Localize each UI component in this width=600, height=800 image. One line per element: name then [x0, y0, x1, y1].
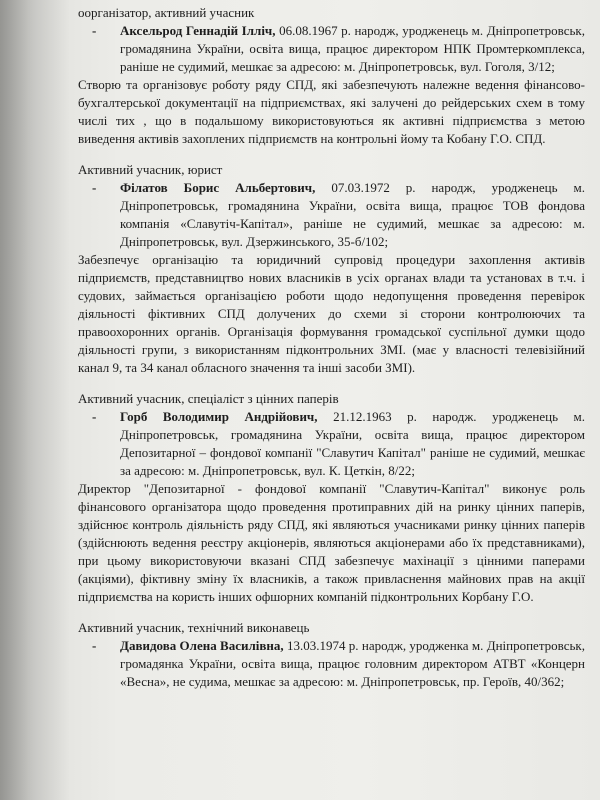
person-details: 06.08.1967 р. народж, уродженець м. Дніпропетровськ, громадянина України, освіта вища, працює директором НПК Промтеркомплекса, раніше не судимий, мешкає за адресою: м. Дніпропетровськ, вул. Гоголя, 3/12; — [120, 23, 585, 74]
person-name: Горб Володимир Андрійович, — [120, 409, 318, 424]
person-name: Аксельрод Геннадій Ілліч, — [120, 23, 276, 38]
person-name: Давидова Олена Василівна, — [120, 638, 284, 653]
role-description: Директор "Депозитарної - фондової компанії "Славутич-Капітал" виконує роль фінансового організатора щодо проведення протиправних дій на ринку цінних паперів, здійснює контроль діяльність ряду СПД, які являються учасниками ринку цінних паперів (здійснюють ведення реєстру акціонерів, являються акціонерами або їх представниками), при цьому використовуючи вказані СПД забезпечує махінації з цінними паперами (акціями), фіктивну зміну їх власників, а також привласнення майнових прав на акції підприємства на користь інших офшорних компаній підконтрольних Корбану Г.О. — [78, 481, 585, 604]
bullet-dash: - — [92, 23, 97, 38]
person-entry — [92, 179, 585, 251]
bullet-dash: - — [92, 638, 97, 653]
person-entry — [92, 637, 585, 691]
person-details: 07.03.1972 р. народж, уродженець м. Дніпропетровськ, громадянина України, освіта вища, працює ТОВ фондова компанія «Славутіч-Капітал», раніше не судимий, мешкає за адресою: м. Дніпропетровськ, вул. Дзержинського, 35-б/102; — [120, 180, 586, 249]
person-entry — [92, 22, 585, 76]
person-text — [120, 637, 585, 691]
person-details: 21.12.1963 р. народж. уродженець м. Дніпропетровськ, громадянина України, освіта вища, працює директором Депозитарної – фондової компанії "Славутич Капітал" раніше не судимий, мешкає за адресою: м. Дніпропетровськ, вул. К. Цеткін, 8/22; — [120, 409, 586, 478]
section-heading: Активний учасник, спеціаліст з цінних паперів — [78, 391, 339, 406]
role-description: Створю та організовує роботу ряду СПД, які забезпечують належне ведення фінансово-бухгалтерської документації на підприємствах, які залучені до рейдерських схем в тому числі тих , що в подальшому використовуються як активні підприємства з метою виведення активів захоплених підприємств на контрольні йому та Кобану Г.О. СПД. — [78, 77, 585, 146]
section-gorb — [80, 390, 585, 606]
role-description: Забезпечує організацію та юридичний супровід процедури захоплення активів підприємств, представництво нових власників в усіх органах влади та установах в т.ч. і судових, займається організацією роботи щодо недопущення проведення перевірок діяльності фіктивних СПД долучених до схеми зі сторони контролюючих та правоохоронних органів. Організація формування громадської суспільної думки щодо діяльності групи, з використанням підконтрольних ЗМІ. (має у власності телевізійний канал 9, та 34 канал обласного значення та інші засоби ЗМІ). — [78, 252, 585, 375]
section-heading: Активний учасник, юрист — [78, 162, 223, 177]
person-text — [120, 22, 585, 76]
person-text — [120, 179, 585, 251]
person-details: 13.03.1974 р. народж, уродженка м. Дніпропетровськ, громадянка України, освіта вища, працює головним директором АТВТ «Концерн «Весна», не судима, мешкає за адресою: м. Дніпропетровськ, пр. Героїв, 40/362; — [120, 638, 585, 689]
bullet-dash: - — [92, 409, 97, 424]
person-text — [120, 408, 585, 480]
person-entry — [92, 408, 585, 480]
document-content — [80, 4, 585, 704]
person-name: Філатов Борис Альбертович, — [120, 180, 316, 195]
section-filatov — [80, 161, 585, 377]
section-heading: Активний учасник, технічний виконавець — [78, 620, 310, 635]
bullet-dash: - — [92, 180, 97, 195]
section-davydova — [80, 619, 585, 691]
section-axelrod — [80, 4, 585, 148]
section-heading: оорганізатор, активний учасник — [78, 5, 255, 20]
